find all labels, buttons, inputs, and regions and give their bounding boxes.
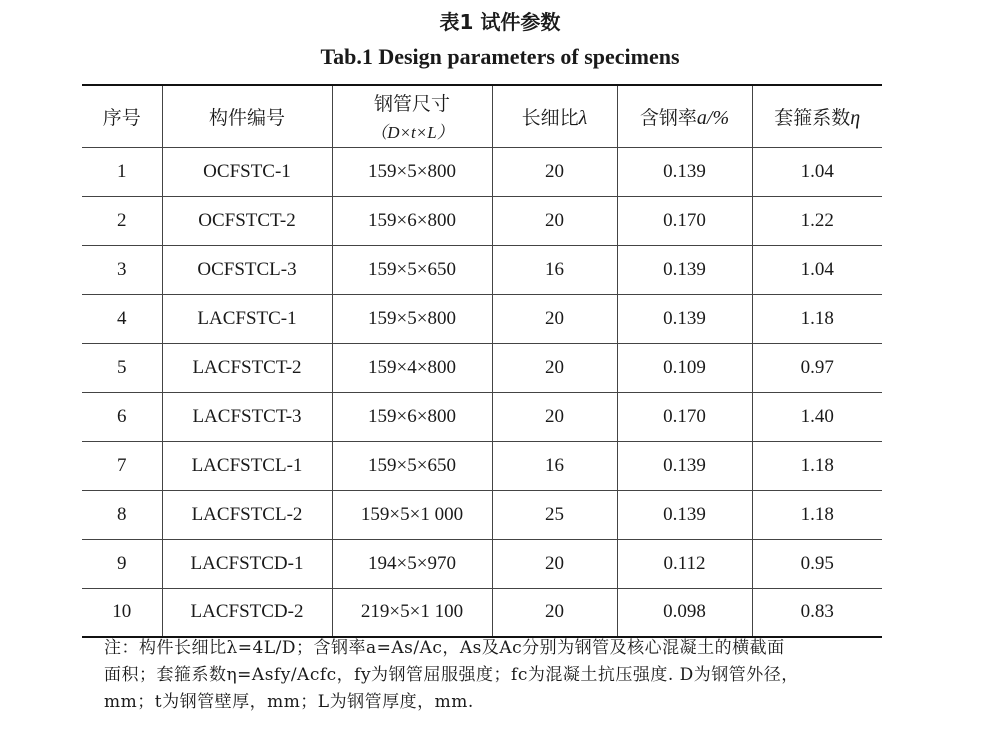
- cell-steel-ratio: 0.139: [617, 441, 752, 490]
- table-header-row: [82, 85, 882, 147]
- footnote-line-1: 注：构件长细比λ=4L/D；含钢率a=As/Ac，As及Ac分别为钢管及核心混凝土的横截面: [104, 638, 785, 658]
- specimen-parameters-table: [82, 84, 882, 638]
- cell-member-code: LACFSTCT-2: [162, 343, 332, 392]
- footnote-line-3: mm；t为钢管壁厚，mm；L为钢管厚度，mm.: [104, 692, 474, 712]
- cell-member-code: LACFSTCD-2: [162, 588, 332, 637]
- cell-serial: 8: [82, 490, 162, 539]
- table-footnote: [104, 635, 894, 716]
- cell-serial: 10: [82, 588, 162, 637]
- cell-slenderness: 20: [492, 588, 617, 637]
- cell-steel-ratio: 0.170: [617, 196, 752, 245]
- cell-slenderness: 16: [492, 245, 617, 294]
- cell-serial: 6: [82, 392, 162, 441]
- cell-confinement: 1.18: [752, 294, 882, 343]
- cell-member-code: LACFSTCL-1: [162, 441, 332, 490]
- cell-tube-size: 159×5×800: [332, 294, 492, 343]
- cell-serial: 3: [82, 245, 162, 294]
- cell-serial: 9: [82, 539, 162, 588]
- cell-tube-size: 219×5×1 100: [332, 588, 492, 637]
- cell-slenderness: 20: [492, 147, 617, 196]
- header-tube-size: 钢管尺寸 （D×t×L）: [332, 85, 492, 147]
- table-row: [82, 294, 882, 343]
- cell-confinement: 1.40: [752, 392, 882, 441]
- cell-serial: 2: [82, 196, 162, 245]
- cell-tube-size: 159×5×800: [332, 147, 492, 196]
- cell-slenderness: 20: [492, 343, 617, 392]
- cell-tube-size: 159×5×650: [332, 245, 492, 294]
- cell-slenderness: 25: [492, 490, 617, 539]
- cell-member-code: OCFSTCT-2: [162, 196, 332, 245]
- table-row: [82, 196, 882, 245]
- cell-member-code: OCFSTCL-3: [162, 245, 332, 294]
- header-slenderness-ratio: 长细比λ: [492, 85, 617, 147]
- cell-serial: 7: [82, 441, 162, 490]
- header-member-number: 构件编号: [162, 85, 332, 147]
- cell-tube-size: 159×5×1 000: [332, 490, 492, 539]
- cell-tube-size: 194×5×970: [332, 539, 492, 588]
- cell-slenderness: 20: [492, 539, 617, 588]
- cell-steel-ratio: 0.112: [617, 539, 752, 588]
- cell-tube-size: 159×4×800: [332, 343, 492, 392]
- cell-steel-ratio: 0.139: [617, 245, 752, 294]
- cell-slenderness: 20: [492, 294, 617, 343]
- cell-tube-size: 159×5×650: [332, 441, 492, 490]
- cell-tube-size: 159×6×800: [332, 196, 492, 245]
- cell-slenderness: 16: [492, 441, 617, 490]
- cell-confinement: 0.97: [752, 343, 882, 392]
- table-row: [82, 245, 882, 294]
- footnote-line-2: 面积；套箍系数η=Asfy/Acfc，fy为钢管屈服强度；fc为混凝土抗压强度. D为钢管外径，: [104, 665, 799, 685]
- table-caption-english: Tab.1 Design parameters of specimens: [320, 44, 680, 69]
- cell-steel-ratio: 0.109: [617, 343, 752, 392]
- table-row: [82, 588, 882, 637]
- cell-steel-ratio: 0.098: [617, 588, 752, 637]
- cell-serial: 5: [82, 343, 162, 392]
- cell-slenderness: 20: [492, 392, 617, 441]
- table-row: [82, 441, 882, 490]
- table-row: [82, 490, 882, 539]
- cell-slenderness: 20: [492, 196, 617, 245]
- cell-steel-ratio: 0.170: [617, 392, 752, 441]
- cell-member-code: LACFSTC-1: [162, 294, 332, 343]
- table-row: [82, 343, 882, 392]
- cell-confinement: 0.95: [752, 539, 882, 588]
- table-row: [82, 147, 882, 196]
- cell-confinement: 0.83: [752, 588, 882, 637]
- cell-serial: 1: [82, 147, 162, 196]
- table-caption-chinese: 表1 试件参数: [439, 10, 561, 34]
- header-confinement-factor: 套箍系数η: [752, 85, 882, 147]
- cell-confinement: 1.04: [752, 245, 882, 294]
- cell-member-code: LACFSTCD-1: [162, 539, 332, 588]
- cell-steel-ratio: 0.139: [617, 294, 752, 343]
- cell-confinement: 1.18: [752, 441, 882, 490]
- cell-steel-ratio: 0.139: [617, 490, 752, 539]
- cell-confinement: 1.04: [752, 147, 882, 196]
- cell-member-code: LACFSTCT-3: [162, 392, 332, 441]
- header-serial-number: 序号: [82, 85, 162, 147]
- table-row: [82, 539, 882, 588]
- cell-member-code: LACFSTCL-2: [162, 490, 332, 539]
- header-steel-ratio: 含钢率a/%: [617, 85, 752, 147]
- cell-tube-size: 159×6×800: [332, 392, 492, 441]
- cell-confinement: 1.22: [752, 196, 882, 245]
- cell-steel-ratio: 0.139: [617, 147, 752, 196]
- cell-serial: 4: [82, 294, 162, 343]
- cell-member-code: OCFSTC-1: [162, 147, 332, 196]
- table-row: [82, 392, 882, 441]
- cell-confinement: 1.18: [752, 490, 882, 539]
